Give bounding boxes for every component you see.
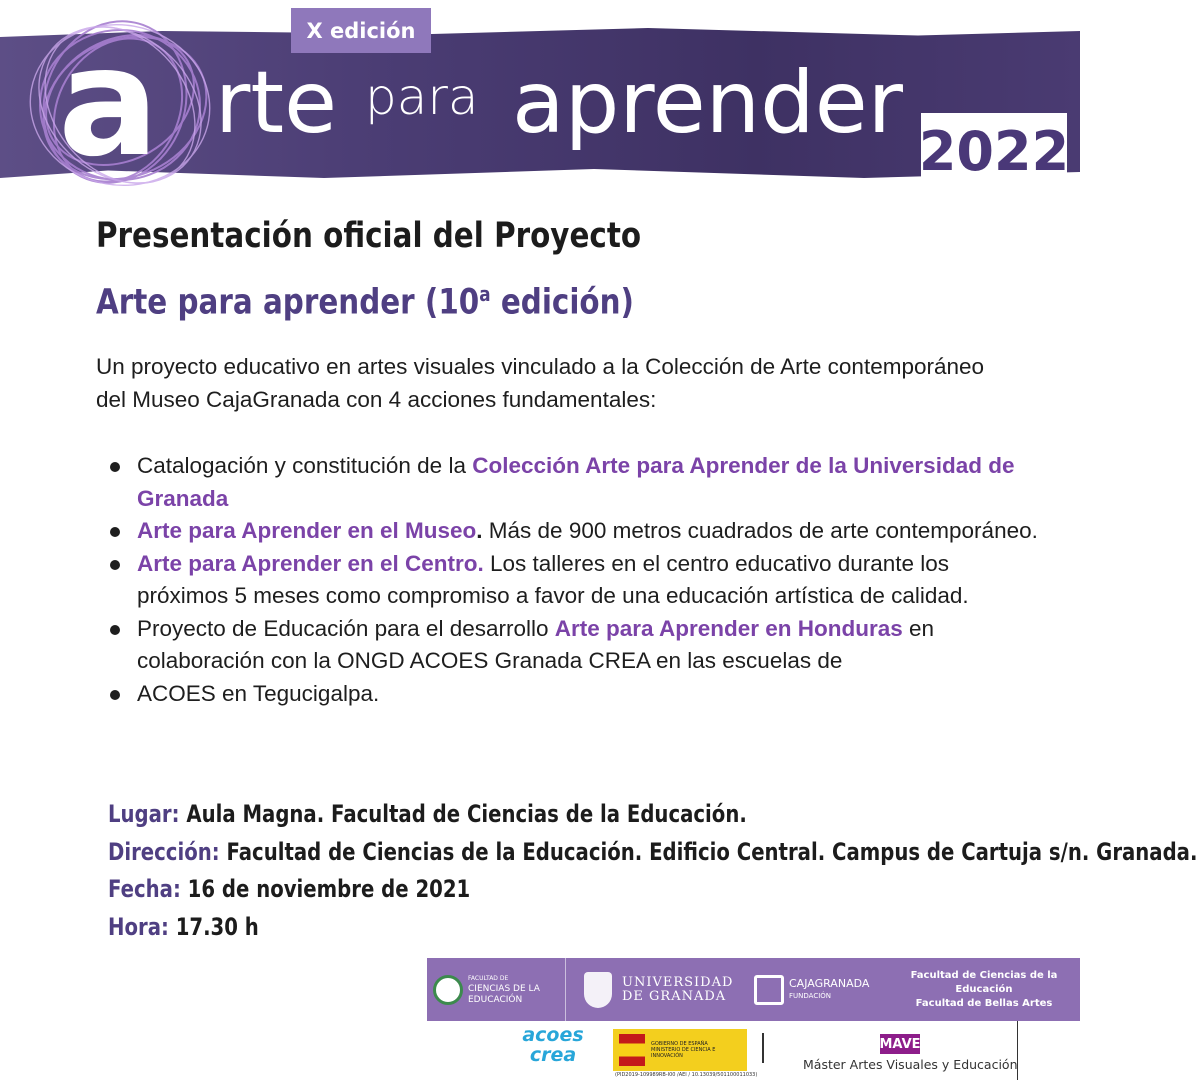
fac-line1: Facultad de Ciencias de la Educación bbox=[910, 969, 1058, 995]
detail-hora bbox=[108, 909, 1197, 947]
bullet-highlight: Arte para Aprender en el Centro. bbox=[137, 550, 484, 576]
sub-heading-prefix: Arte para aprender (10 bbox=[96, 282, 480, 323]
spain-flag-icon bbox=[619, 1034, 645, 1066]
fac-line2: Facultad de Bellas Artes bbox=[915, 997, 1053, 1009]
detail-lugar bbox=[108, 796, 1197, 834]
list-item bbox=[96, 515, 1046, 548]
bullet-text: Proyecto de Educación para el desarrollo bbox=[137, 615, 555, 641]
sponsor-logos-band bbox=[427, 958, 1080, 1021]
project-reference: (PID2019-109989RB-I00 /AEI / 10.13039/501100011033) bbox=[615, 1072, 758, 1078]
sub-heading bbox=[96, 282, 634, 323]
detail-label: Hora: bbox=[108, 912, 169, 941]
mave-text: Máster Artes Visuales y Educación bbox=[803, 1057, 1018, 1072]
sub-heading-suffix: edición) bbox=[490, 282, 634, 323]
detail-label: Fecha: bbox=[108, 875, 181, 903]
agencia-icon bbox=[762, 1033, 778, 1063]
actions-list bbox=[96, 450, 1046, 710]
bullet-dot: . bbox=[476, 518, 483, 543]
cgr-sub: FUNDACIÓN bbox=[789, 991, 832, 1000]
logo-facultades bbox=[888, 958, 1080, 1021]
logo-universidad-granada bbox=[566, 958, 746, 1021]
logo-cajagranada bbox=[746, 958, 888, 1021]
acoes-line2: crea bbox=[529, 1044, 577, 1066]
mave-badge: MAVE bbox=[880, 1034, 920, 1054]
ugr-line2: DE GRANADA bbox=[622, 988, 727, 1004]
event-details bbox=[108, 796, 1197, 946]
sponsor-logos-row bbox=[497, 1021, 1080, 1080]
logo-facultad-ciencias-educacion bbox=[427, 958, 565, 1021]
intro-paragraph: Un proyecto educativo en artes visuales vinculado a la Colección de Arte contemporáneo del Museo CajaGranada con 4 acciones fundamentales: bbox=[96, 354, 985, 412]
divider bbox=[1017, 1021, 1018, 1080]
detail-label: Lugar: bbox=[108, 800, 180, 828]
bullet-text: ACOES en Tegucigalpa. bbox=[137, 680, 380, 706]
cgr-name: CAJAGRANADA bbox=[789, 976, 870, 990]
fce-line1: CIENCIAS DE LA bbox=[468, 984, 540, 994]
edition-tag: X edición bbox=[291, 8, 431, 53]
acoes-line1: acoes bbox=[522, 1024, 584, 1046]
title-para: para bbox=[365, 68, 479, 126]
header-banner bbox=[0, 0, 1080, 200]
fce-small: FACULTAD DE bbox=[468, 975, 509, 982]
sub-heading-sup: a bbox=[479, 282, 491, 306]
title-aprender: aprender bbox=[512, 53, 904, 153]
list-item bbox=[96, 613, 1046, 678]
year-badge: 2022 bbox=[921, 113, 1067, 190]
detail-value: 16 de noviembre de 2021 bbox=[180, 875, 471, 903]
logo-letter-a: a bbox=[58, 16, 160, 190]
detail-fecha bbox=[108, 871, 1197, 909]
main-heading: Presentación oficial del Proyecto bbox=[96, 216, 642, 256]
bullet-text: Los talleres en el centro educativo durante los próximos 5 meses como compromiso a favor de una educación artística de calidad. bbox=[137, 550, 969, 608]
detail-value: Aula Magna. Facultad de Ciencias de la Educación. bbox=[179, 800, 747, 828]
ugr-line1: UNIVERSIDAD bbox=[622, 974, 734, 990]
cajagranada-mark-icon bbox=[754, 975, 784, 1005]
bullet-text: en colaboración con la ONGD ACOES Granada CREA en las escuelas de bbox=[137, 615, 935, 673]
mineco-line2: MINISTERIO DE CIENCIA E INNOVACIÓN bbox=[651, 1047, 716, 1059]
fce-line2: EDUCACIÓN bbox=[468, 995, 523, 1005]
bullet-text: Catalogación y constitución de la bbox=[137, 453, 473, 478]
detail-direccion bbox=[108, 834, 1197, 872]
bullet-highlight: Colección Arte para Aprender de la Universidad de Granada bbox=[137, 453, 1015, 511]
list-item bbox=[96, 450, 1046, 515]
detail-value: Facultad de Ciencias de la Educación. Edificio Central. Campus de Cartuja s/n. Granada. bbox=[219, 837, 1197, 866]
detail-value: 17.30 h bbox=[168, 912, 259, 941]
title-rte: rte bbox=[215, 53, 337, 153]
crest-icon bbox=[584, 972, 612, 1008]
bullet-highlight: Arte para Aprender en el Museo bbox=[137, 518, 477, 543]
detail-label: Dirección: bbox=[108, 837, 220, 866]
list-item bbox=[96, 678, 1046, 711]
logo-acoes-crea bbox=[515, 1025, 591, 1077]
bullet-text: Más de 900 metros cuadrados de arte contemporáneo. bbox=[482, 518, 1038, 543]
logo-ministerio-ciencia bbox=[613, 1029, 747, 1071]
list-item bbox=[96, 548, 1046, 613]
bullet-highlight: Arte para Aprender en Honduras bbox=[554, 615, 903, 641]
mineco-line1: GOBIERNO DE ESPAÑA bbox=[651, 1041, 708, 1047]
seal-icon bbox=[433, 975, 463, 1005]
